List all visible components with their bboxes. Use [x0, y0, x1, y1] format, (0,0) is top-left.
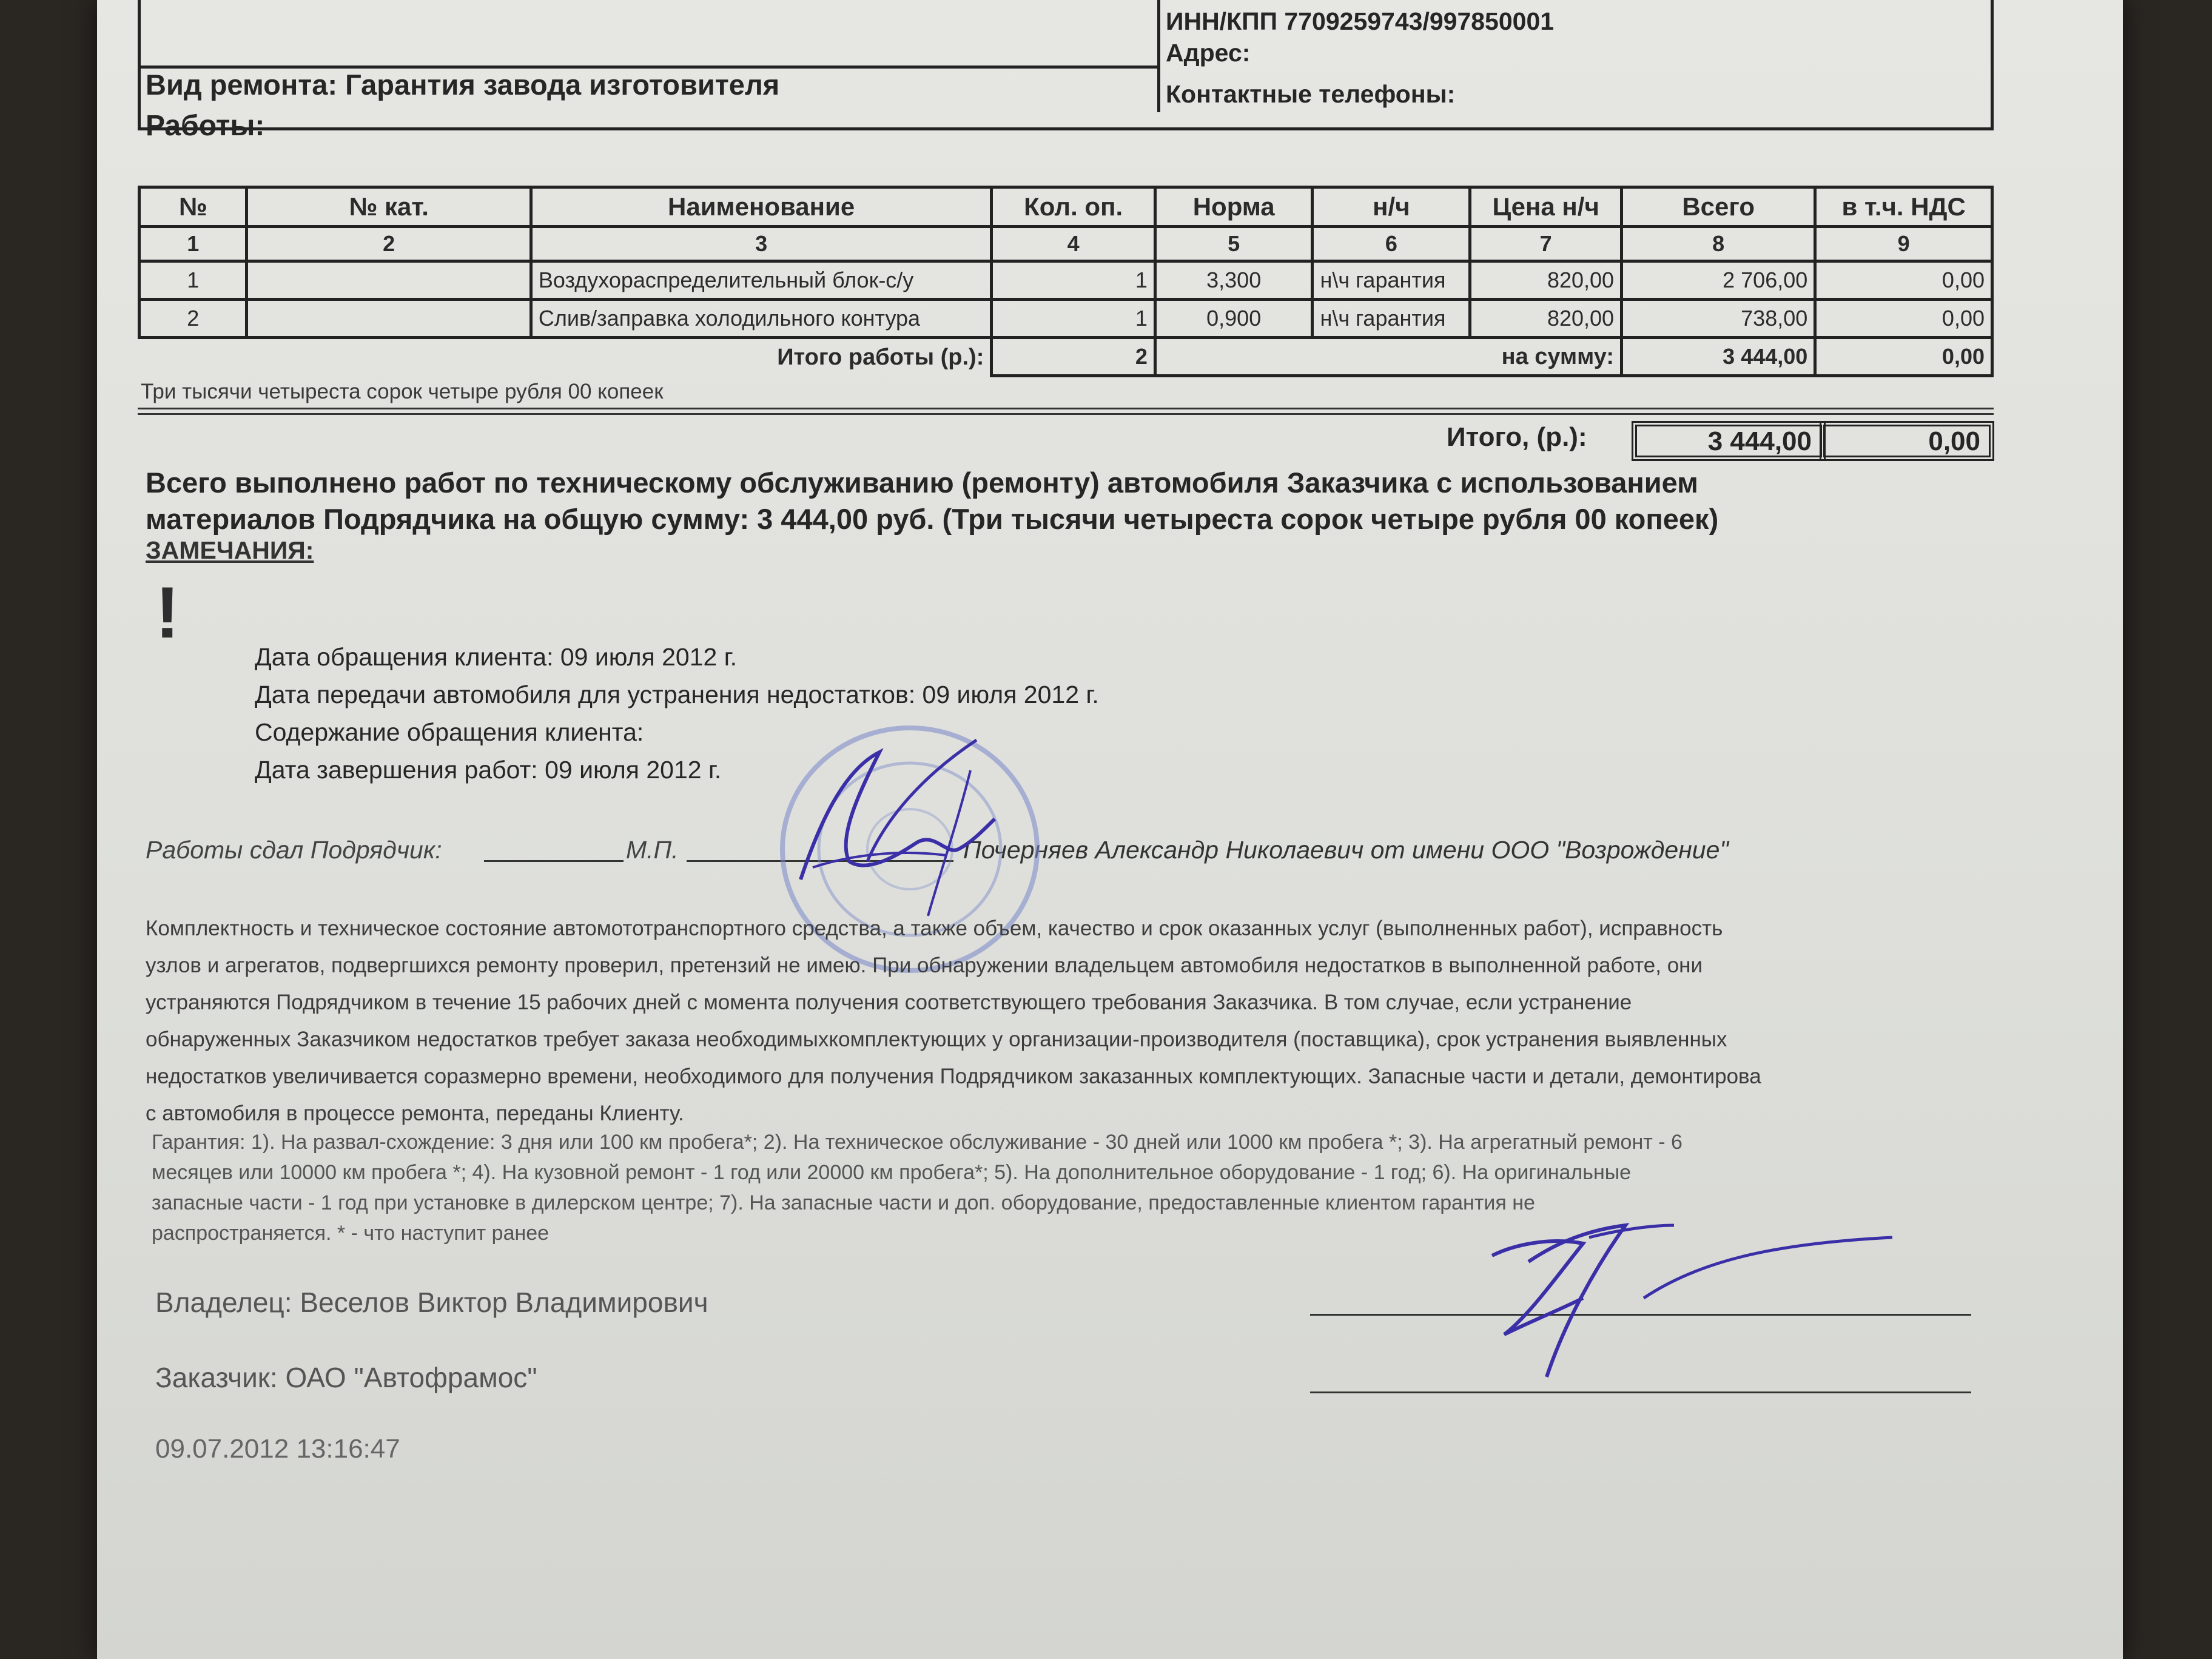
stamp-place-label: М.П. [626, 836, 679, 864]
completion-date: Дата завершения работ: 09 июля 2012 г. [255, 756, 722, 784]
owner-name: Владелец: Веселов Виктор Владимирович [155, 1287, 708, 1318]
contractor-label: Работы сдал Подрядчик: [146, 836, 442, 864]
acceptance-paragraph [146, 910, 2117, 1132]
acceptance-line: Комплектность и техническое состояние автомототранспортного средства, а также объем, качество и срок оказанных услуг (выполненных работ), исправность [146, 917, 1723, 940]
row-qty: 1 [992, 261, 1155, 300]
acceptance-line: с автомобиля в процессе ремонта, переданы Клиенту. [146, 1102, 684, 1125]
col-number: 7 [1470, 227, 1622, 261]
summary-line-2: материалов Подрядчика на общую сумму: 3 444,00 руб. (Три тысячи четыреста сорок четыре рубля 00 копеек) [146, 503, 1719, 535]
amount-underline [138, 408, 1994, 409]
summary-line-1: Всего выполнено работ по техническому обслуживанию (ремонту) автомобиля Заказчика с использованием [146, 466, 1698, 499]
remarks-label: ЗАМЕЧАНИЯ: [146, 536, 314, 564]
phones-label: Контактные телефоны: [1166, 80, 1456, 108]
col-header: Всего [1622, 187, 1815, 227]
col-header: н/ч [1313, 187, 1470, 227]
document-page [97, 0, 2123, 1659]
row-total: 738,00 [1622, 300, 1815, 338]
col-header: Наименование [531, 187, 991, 227]
row-unit: н\ч гарантия [1313, 300, 1470, 338]
row-norm: 0,900 [1155, 300, 1313, 338]
grand-total-vat: 0,00 [1820, 421, 1994, 461]
column-number-row [140, 227, 1992, 261]
subtotal-row [140, 338, 1992, 376]
works-title: Работы: [146, 110, 265, 142]
warranty-line: месяцев или 10000 км пробега *; 4). На кузовной ремонт - 1 год или 20000 км пробега*; 5). На дополнительное оборудование - 1 год; 6). На оригинальные [152, 1161, 1632, 1184]
table-row [140, 300, 1992, 338]
sum-vat: 0,00 [1815, 338, 1992, 376]
acceptance-line: устраняются Подрядчиком в течение 15 рабочих дней с момента получения соответствующего требования Заказчика. В том случае, если устранение [146, 991, 1632, 1014]
row-norm: 3,300 [1155, 261, 1313, 300]
row-total: 2 706,00 [1622, 261, 1815, 300]
col-number: 1 [140, 227, 247, 261]
amount-underline-2 [138, 413, 1994, 415]
acceptance-line: недостатков увеличивается соразмерно времени, необходимого для получения Подрядчиком заказанных комплектующих. Запасные части и детали, демонтирова [146, 1065, 1761, 1088]
acceptance-line: обнаруженных Заказчиком недостатков требует заказа необходимыхкомплектующих у организации-производителя (поставщика), срок устранения выявленных [146, 1028, 1727, 1051]
owner-signature [1444, 1201, 1977, 1395]
row-price: 820,00 [1470, 261, 1622, 300]
col-number: 2 [247, 227, 531, 261]
document-timestamp: 09.07.2012 13:16:47 [155, 1434, 400, 1464]
col-header: в т.ч. НДС [1815, 187, 1992, 227]
acceptance-line: узлов и агрегатов, подвергшихся ремонту проверил, претензий не имею. При обнаружении владельцем автомобиля недостатков в выполненной работе, они [146, 954, 1703, 977]
table-header-row [140, 187, 1992, 227]
table-row [140, 261, 1992, 300]
row-number: 1 [140, 261, 247, 300]
col-number: 6 [1313, 227, 1470, 261]
col-header: № [140, 187, 247, 227]
works-table [138, 186, 1994, 377]
repair-type: Вид ремонта: Гарантия завода изготовителя [146, 69, 780, 101]
grand-total-label: Итого, (р.): [1447, 422, 1587, 452]
row-name: Слив/заправка холодильного контура [531, 300, 991, 338]
row-qty: 1 [992, 300, 1155, 338]
subtotal-qty: 2 [992, 338, 1155, 376]
col-header: № кат. [247, 187, 531, 227]
row-vat: 0,00 [1815, 261, 1992, 300]
row-catalog [247, 261, 531, 300]
vehicle-handover-date: Дата передачи автомобиля для устранения недостатков: 09 июля 2012 г. [255, 681, 1099, 708]
warranty-line: распространяется. * - что наступит ранее [152, 1222, 550, 1245]
grand-total-value: 3 444,00 [1632, 421, 1826, 461]
amount-in-words: Три тысячи четыреста сорок четыре рубля 00 копеек [141, 380, 664, 403]
col-number: 4 [992, 227, 1155, 261]
warranty-line: Гарантия: 1). На развал-схождение: 3 дня или 100 км пробега*; 2). На техническое обслуживание - 30 дней или 1000 км пробега *; 3). На агрегатный ремонт - 6 [152, 1131, 1683, 1154]
exclamation-mark: ! [155, 572, 180, 653]
row-number: 2 [140, 300, 247, 338]
row-name: Воздухораспределительный блок-с/у [531, 261, 991, 300]
row-price: 820,00 [1470, 300, 1622, 338]
col-number: 8 [1622, 227, 1815, 261]
contractor-name: Почерняев Александр Николаевич от имени ООО "Возрождение" [963, 836, 1729, 864]
col-number: 3 [531, 227, 991, 261]
col-header: Цена н/ч [1470, 187, 1622, 227]
header-divider-vertical [1157, 0, 1160, 112]
sum-total: 3 444,00 [1622, 338, 1815, 376]
col-number: 5 [1155, 227, 1313, 261]
inn-kpp: ИНН/КПП 7709259743/997850001 [1166, 7, 1555, 35]
client-request-date: Дата обращения клиента: 09 июля 2012 г. [255, 643, 738, 671]
request-content: Содержание обращения клиента: [255, 718, 644, 746]
col-header: Кол. оп. [992, 187, 1155, 227]
customer-name: Заказчик: ОАО "Автофрамос" [155, 1362, 537, 1393]
row-catalog [247, 300, 531, 338]
contractor-signature [776, 716, 1031, 928]
contractor-signature-line [484, 860, 624, 862]
address-label: Адрес: [1166, 39, 1251, 67]
subtotal-label: Итого работы (р.): [140, 338, 992, 376]
sum-label: на сумму: [1155, 338, 1621, 376]
col-header: Норма [1155, 187, 1313, 227]
row-unit: н\ч гарантия [1313, 261, 1470, 300]
row-vat: 0,00 [1815, 300, 1992, 338]
col-number: 9 [1815, 227, 1992, 261]
warranty-line: запасные части - 1 год при установке в дилерском центре; 7). На запасные части и доп. оборудование, предоставленные клиентом гарантия не [152, 1191, 1535, 1214]
